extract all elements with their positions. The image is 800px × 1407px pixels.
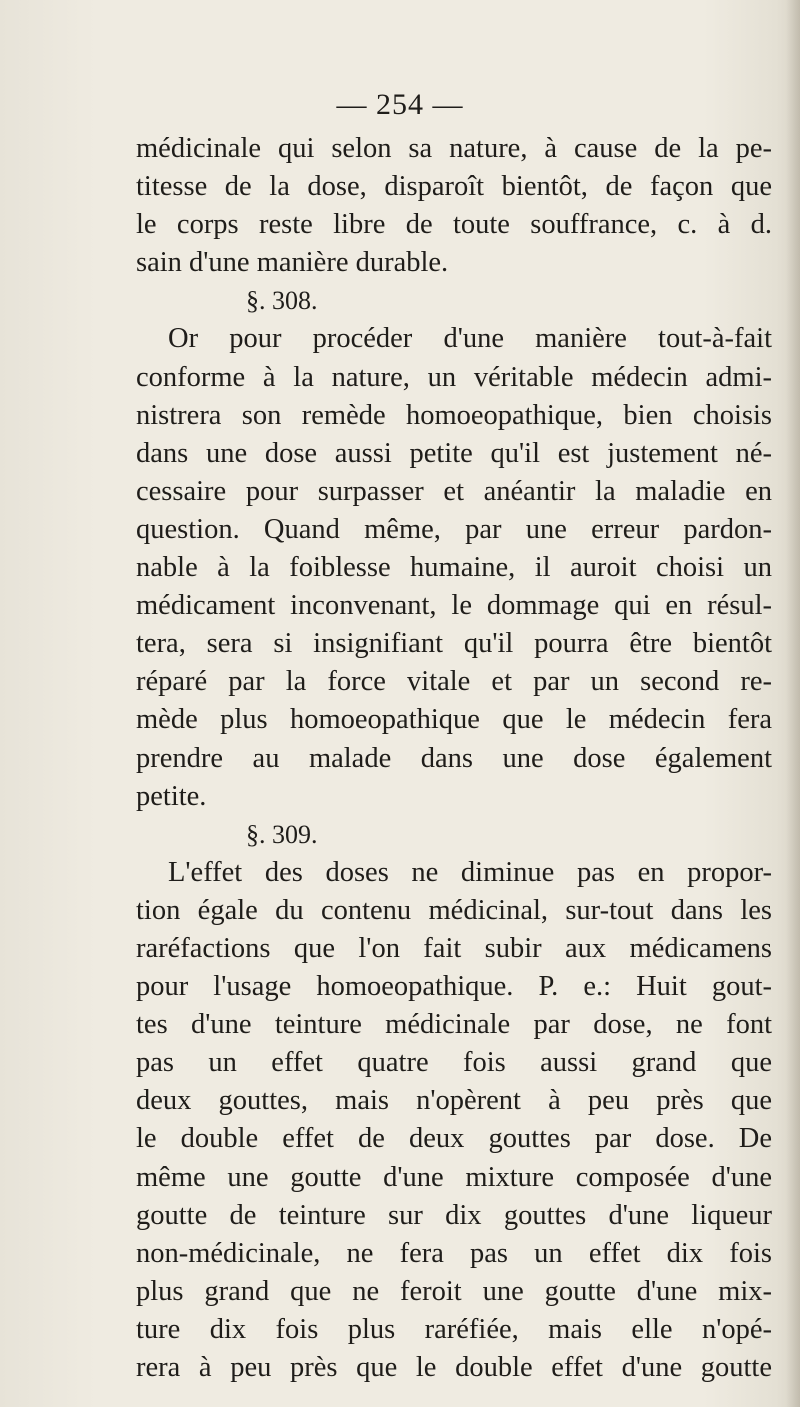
text-line: tes d'une teinture médicinale par dose, ne font [136, 1009, 772, 1041]
text-line: titesse de la dose, disparoît bientôt, de façon que [136, 171, 772, 203]
text-line: conforme à la nature, un véritable médecin admi- [136, 361, 772, 393]
text-line: goutte de teinture sur dix gouttes d'une liqueur [136, 1199, 772, 1231]
text-line: prendre au malade dans une dose également [136, 742, 772, 774]
text-line: pas un effet quatre fois aussi grand que [136, 1047, 772, 1079]
section-heading-308: §. 308. [246, 286, 318, 316]
text-line: nistrera son remède homoeopathique, bien choisis [136, 399, 772, 431]
text-line: L'effet des doses ne diminue pas en propor- [168, 856, 772, 888]
text-line: deux gouttes, mais n'opèrent à peu près que [136, 1085, 772, 1117]
text-line: non-médicinale, ne fera pas un effet dix fois [136, 1237, 772, 1269]
page-edge-shadow [786, 0, 800, 1407]
text-line: tera, sera si insignifiant qu'il pourra être bientôt [136, 628, 772, 660]
text-line: sain d'une manière durable. [136, 247, 449, 279]
text-line: pour l'usage homoeopathique. P. e.: Huit gout- [136, 971, 772, 1003]
text-line: petite. [136, 780, 207, 812]
text-line: question. Quand même, par une erreur pardon- [136, 513, 772, 545]
text-line: tion égale du contenu médicinal, sur-tout dans les [136, 894, 772, 926]
text-line: plus grand que ne feroit une goutte d'une mix- [136, 1275, 772, 1307]
text-line: médicinale qui selon sa nature, à cause de la pe- [136, 133, 772, 164]
text-line: rera à peu près que le double effet d'une goutte [136, 1352, 772, 1383]
text-line: même une goutte d'une mixture composée d'une [136, 1161, 772, 1193]
text-line: réparé par la force vitale et par un second re- [136, 666, 772, 698]
body-text [136, 130, 772, 1387]
section-heading-309: §. 309. [246, 819, 318, 849]
text-line: cessaire pour surpasser et anéantir la maladie en [136, 475, 772, 507]
text-line: le corps reste libre de toute souffrance, c. à d. [136, 209, 772, 241]
page-number: — 254 — [336, 88, 464, 121]
text-line: dans une dose aussi petite qu'il est justement né- [136, 437, 772, 469]
text-line: ture dix fois plus raréfiée, mais elle n'opé- [136, 1313, 772, 1345]
text-line: Or pour procéder d'une manière tout-à-fait [168, 323, 772, 355]
text-line: médicament inconvenant, le dommage qui en résul- [136, 590, 772, 622]
text-line: nable à la foiblesse humaine, il auroit choisi un [136, 552, 772, 584]
text-line: mède plus homoeopathique que le médecin fera [136, 704, 772, 736]
text-line: raréfactions que l'on fait subir aux médicamens [136, 932, 772, 964]
text-line: le double effet de deux gouttes par dose. De [136, 1123, 772, 1155]
